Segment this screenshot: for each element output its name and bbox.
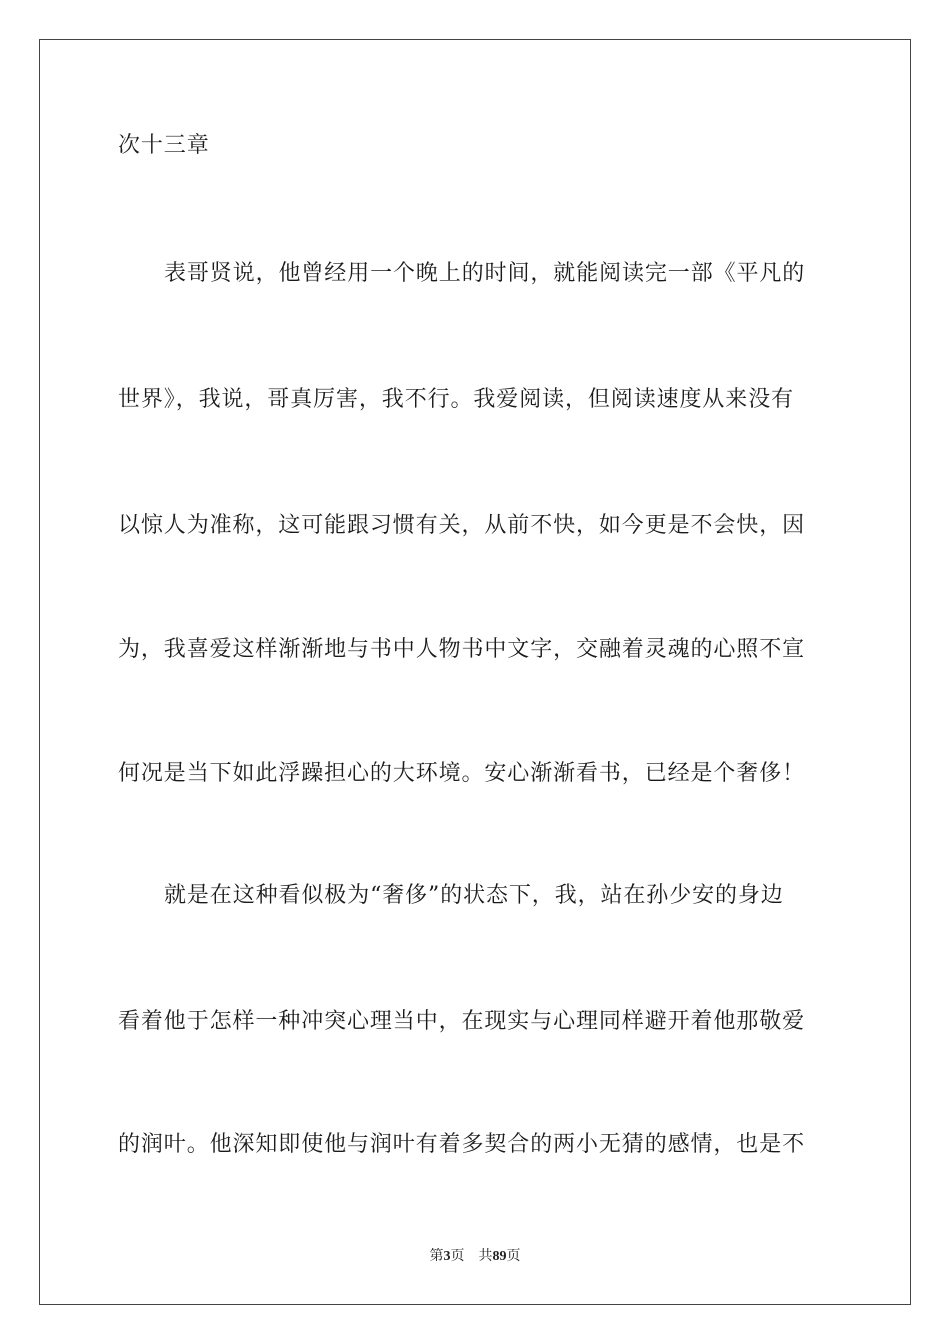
paragraph-line: 就是在这种看似极为“奢侈”的状态下，我，站在孙少安的身边	[164, 883, 784, 908]
paragraph-line: 看着他于怎样一种冲突心理当中，在现实与心理同样避开着他那敬爱	[118, 1009, 806, 1034]
paragraph-line: 表哥贤说，他曾经用一个晚上的时间，就能阅读完一部《平凡的	[164, 261, 806, 286]
page-border	[39, 39, 911, 1305]
page-suffix: 页	[450, 1248, 465, 1264]
paragraph-line: 世界》，我说，哥真厉害，我不行。我爱阅读，但阅读速度从来没有	[118, 387, 795, 412]
total-pages: 89	[492, 1249, 507, 1264]
chapter-heading: 次十三章	[118, 133, 210, 158]
page-footer	[0, 1246, 950, 1267]
total-suffix: 页	[506, 1248, 521, 1264]
paragraph-line: 以惊人为准称，这可能跟习惯有关，从前不快，如今更是不会快，因	[118, 513, 806, 538]
paragraph-line: 的润叶。他深知即使他与润叶有着多契合的两小无猜的感情，也是不	[118, 1132, 806, 1157]
total-prefix: 共	[478, 1248, 493, 1264]
page-prefix: 第	[429, 1248, 444, 1264]
paragraph-line: 何况是当下如此浮躁担心的大环境。安心渐渐看书，已经是个奢侈！	[118, 761, 806, 786]
page-number: 3	[443, 1249, 451, 1264]
paragraph-line: 为，我喜爱这样渐渐地与书中人物书中文字，交融着灵魂的心照不宣	[118, 637, 806, 662]
